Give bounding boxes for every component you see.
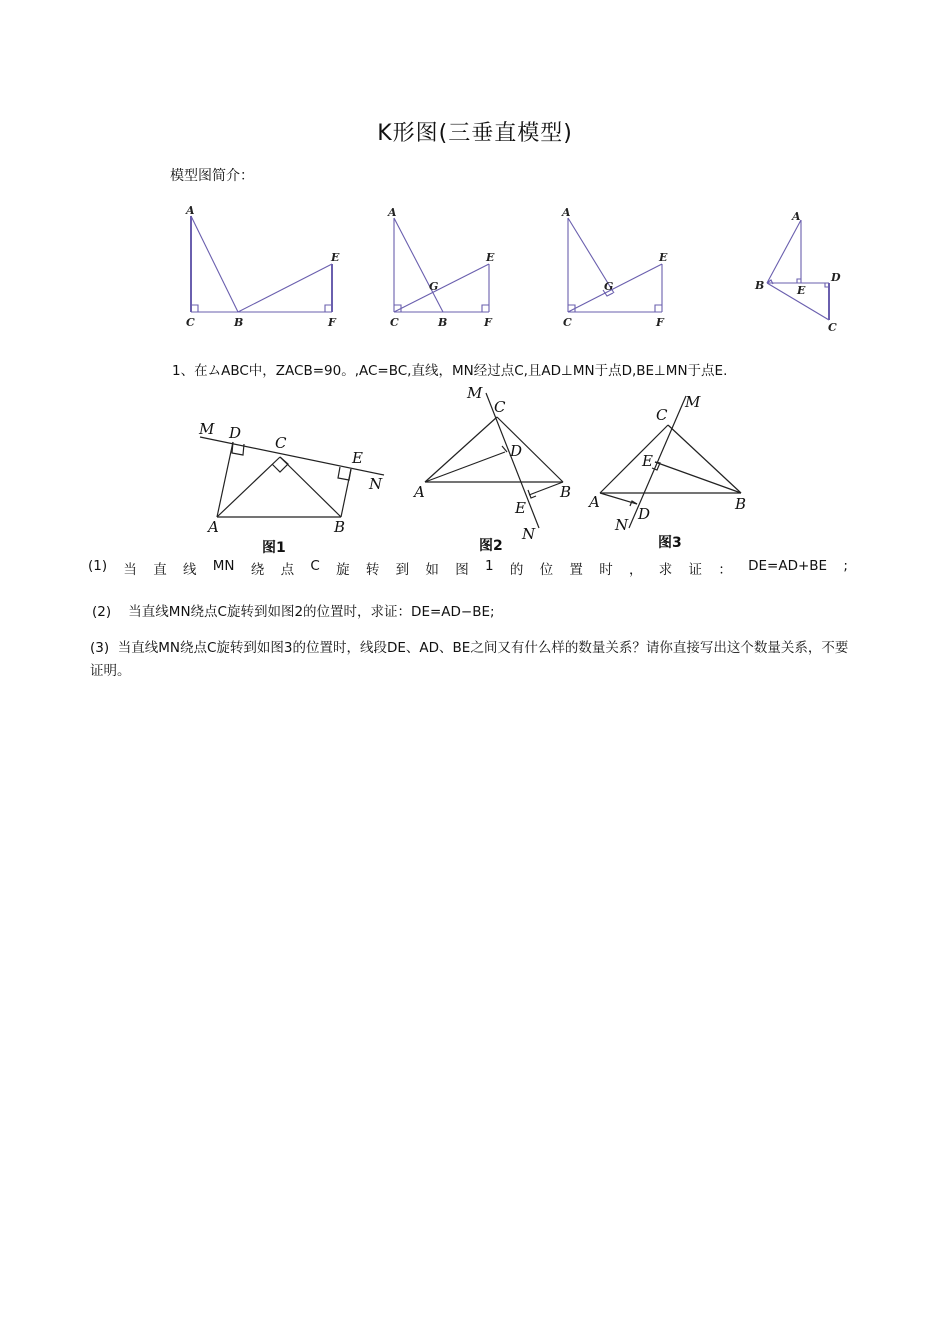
- sub1-char: 绕: [250, 562, 265, 578]
- fig2-label-b: B: [560, 483, 572, 501]
- sub1-number: (1): [88, 558, 108, 574]
- model-fig1-label-b: B: [234, 316, 244, 329]
- model-fig4-label-c: C: [828, 321, 837, 334]
- model-fig1-label-e: E: [331, 251, 340, 264]
- sub1-char: 1: [484, 558, 494, 574]
- fig2-caption: 图2: [479, 538, 503, 554]
- fig1-caption: 图1: [262, 540, 286, 556]
- sub1-char: ：: [718, 562, 732, 578]
- fig3-label-b: B: [735, 495, 747, 513]
- question-1: 1、在ムABC中，ZACB=90。,AC=BC,直线，MN经过点C,且AD⊥MN于点D,BE⊥MN于点E.: [172, 363, 728, 379]
- sub1-char: 转: [365, 562, 380, 578]
- fig2-label-d: D: [510, 442, 523, 460]
- model-fig2-label-c: C: [390, 316, 399, 329]
- model-fig4-label-b: B: [755, 279, 765, 292]
- model-fig1-label-a: A: [186, 204, 195, 217]
- sub1-char: 图: [455, 562, 469, 578]
- model-fig3-label-g: G: [604, 280, 614, 293]
- sub1-char: 时: [599, 562, 613, 578]
- sub2-number: (2): [92, 604, 112, 620]
- fig3-label-a: A: [589, 493, 600, 511]
- fig2-label-m: M: [467, 384, 483, 402]
- fig2-label-e: E: [515, 499, 526, 517]
- intro-text: 模型图简介：: [170, 168, 254, 184]
- sub3-text: 当直线MN绕点C旋转到如图3的位置时，线段DE、AD、BE之间又有什么样的数量关系？请你直接写出这个数量关系，不要证明。: [90, 640, 849, 679]
- sub1-char: 旋: [336, 562, 350, 578]
- model-fig4-label-d: D: [831, 271, 841, 284]
- model-fig4-label-e: E: [797, 284, 806, 297]
- sub1-char: 到: [395, 562, 410, 578]
- fig2-label-n: N: [522, 525, 536, 543]
- sub-question-1: [88, 558, 848, 578]
- sub1-char: 求: [658, 562, 673, 578]
- sub3-number: (3): [90, 640, 110, 656]
- model-fig4-label-a: A: [792, 210, 801, 223]
- fig1-label-b: B: [334, 518, 346, 536]
- sub1-char: 当: [123, 562, 137, 578]
- fig1-label-a: A: [208, 518, 219, 536]
- sub-question-2: [92, 600, 495, 620]
- sub1-char: 置: [569, 562, 583, 578]
- model-fig2-label-f: F: [484, 316, 492, 329]
- sub1-char: C: [310, 558, 320, 574]
- model-fig2-label-b: B: [438, 316, 448, 329]
- fig3-caption: 图3: [658, 535, 682, 551]
- model-fig3-label-e: E: [659, 251, 668, 264]
- sub1-char: 直: [153, 562, 167, 578]
- sub2-text: 当直线MN绕点C旋转到如图2的位置时，求证：DE=AD−BE;: [128, 604, 495, 620]
- fig1-label-c: C: [275, 434, 287, 452]
- sub-question-3: [90, 637, 860, 683]
- model-fig1-label-f: F: [328, 316, 336, 329]
- model-fig3-label-a: A: [562, 206, 571, 219]
- model-fig3-label-f: F: [656, 316, 664, 329]
- fig3-label-m: M: [685, 393, 701, 411]
- sub1-char: ，: [628, 562, 643, 578]
- model-fig2-label-a: A: [388, 206, 397, 219]
- sub1-char: ;: [843, 558, 848, 574]
- fig1-label-d: D: [229, 424, 242, 442]
- sub1-char: 线: [182, 562, 197, 578]
- sub1-char: 点: [280, 562, 295, 578]
- sub1-char: MN: [212, 558, 235, 574]
- fig2-label-c: C: [494, 398, 506, 416]
- sub1-char: 证: [688, 562, 703, 578]
- model-fig3-label-c: C: [563, 316, 572, 329]
- fig2-label-a: A: [414, 483, 425, 501]
- model-fig2-label-g: G: [429, 280, 439, 293]
- sub1-char: 如: [425, 562, 439, 578]
- page-title: K形图(三垂直模型): [377, 121, 573, 146]
- model-fig1-label-c: C: [186, 316, 195, 329]
- fig3-label-e: E: [642, 452, 653, 470]
- sub1-char: DE=AD+BE: [748, 558, 828, 574]
- fig3-label-n: N: [615, 516, 629, 534]
- fig3-label-d: D: [638, 505, 651, 523]
- model-fig2-label-e: E: [486, 251, 495, 264]
- fig1-label-m: M: [199, 420, 215, 438]
- fig1-label-e: E: [352, 449, 363, 467]
- sub1-char: 位: [539, 562, 554, 578]
- sub1-char: 的: [509, 562, 524, 578]
- fig3-label-c: C: [656, 406, 668, 424]
- fig1-label-n: N: [369, 475, 383, 493]
